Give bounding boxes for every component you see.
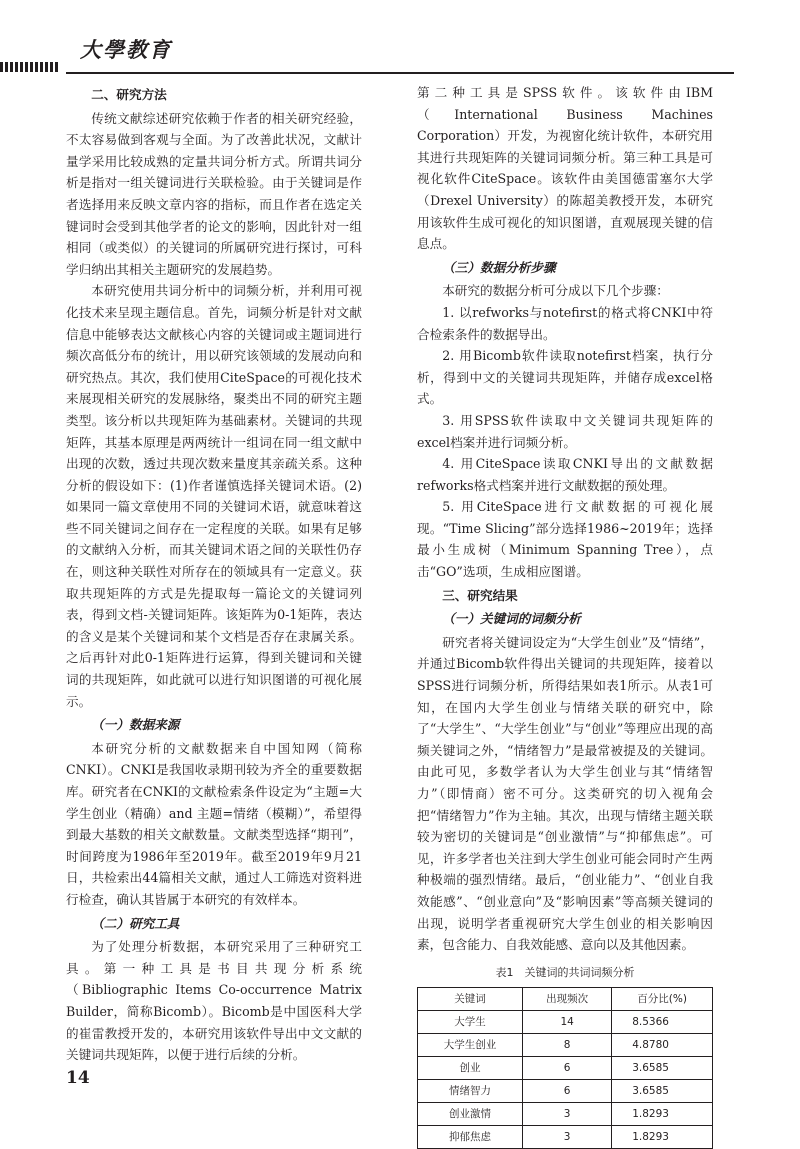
table-row — [418, 1011, 713, 1034]
table-caption: 表1 关键词的共词词频分析 — [495, 965, 635, 979]
table-cell: 大学生创业 — [418, 1034, 523, 1057]
body-paragraph: 第二种工具是SPSS软件。该软件由IBM（International Business Machines Corporation）开发，为视窗化统计软件，本研究用其进行共现矩阵的关键词词频分析。第三种工具是可视化软件CiteSpace。该软件由美国德雷塞尔大学（Drexel University）的陈超美教授开发，本研究用该软件生成可视化的知识图谱，直观展现关键的信息点。 — [417, 85, 713, 252]
section-heading: 二、研究方法 — [91, 87, 167, 102]
keyword-frequency-table — [417, 987, 713, 1149]
table-cell: 6 — [523, 1080, 612, 1103]
table-cell: 8 — [523, 1034, 612, 1057]
body-paragraph: 本研究分析的文献数据来自中国知网（简称CNKI）。CNKI是我国收录期刊较为齐全的重要数据库。研究者在CNKI的文献检索条件设定为“主题=大学生创业（精确）and 主题=情绪（模糊）”，希望得到最大基数的相关文献数量。文献类型选择“期刊”，时间跨度为1986年至2019年。截至2019年9月21日，共检索出44篇相关文献，通过人工筛选对资料进行检查，确认其皆属于本研究的有效样本。 — [66, 740, 362, 907]
table-row — [418, 1057, 713, 1080]
table-cell: 情绪智力 — [418, 1080, 523, 1103]
table-row — [418, 1103, 713, 1126]
table-row — [418, 1080, 713, 1103]
body-paragraph: 为了处理分析数据，本研究采用了三种研究工具。第一种工具是书目共现分析系统（Bibliographic Items Co-occurrence Matrix Builder，简称Bicomb）。Bicomb是中国医科大学的崔雷教授开发的，本研究用该软件导出中文文献的关键词共现矩阵，以便于进行后续的分析。 — [66, 939, 362, 1063]
body-paragraph: 本研究的数据分析可分成以下几个步骤： — [442, 283, 669, 299]
page-number: 14 — [66, 1068, 90, 1088]
table-cell: 1.8293 — [612, 1126, 713, 1149]
body-paragraph: 2. 用Bicomb软件读取notefirst档案，执行分析，得到中文的关键词共现矩阵，并储存成excel格式。 — [417, 348, 713, 407]
subsection-heading: （二）研究工具 — [91, 915, 180, 931]
table-row — [418, 1126, 713, 1149]
table-cell: 6 — [523, 1057, 612, 1080]
table-cell: 创业 — [418, 1057, 523, 1080]
body-paragraph: 传统文献综述研究依赖于作者的相关研究经验，不太容易做到客观与全面。为了改善此状况，文献计量学采用比较成熟的定量共词分析方式。所谓共词分析是指对一组关键词进行关联检验。由于关键词是作者选择用来反映文章内容的指标，而且作者在选定关键词时会受到其他学者的论文的影响，因此针对一组相同（或类似）的关键词的所属研究进行探讨，可科学归纳出其相关主题研究的发展趋势。 — [66, 110, 362, 277]
right-column — [417, 82, 713, 1149]
subsection-heading: （三）数据分析步骤 — [442, 259, 556, 275]
right-column-body — [417, 82, 713, 956]
table-cell: 大学生 — [418, 1011, 523, 1034]
table-cell: 3 — [523, 1103, 612, 1126]
left-column — [66, 82, 362, 1066]
header-rule — [66, 72, 734, 74]
body-paragraph: 本研究使用共词分析中的词频分析，并利用可视化技术来呈现主题信息。首先，词频分析是针对文献信息中能够表达文献核心内容的关键词或主题词进行频次高低分布的统计，用以研究该领域的发展动向和研究热点。其次，我们使用CiteSpace的可视化技术来展现相关研究的发展脉络，聚类出不同的研究主题类型。该分析以共现矩阵为基础素材。关键词的共现矩阵，其基本原理是两两统计一组词在同一组文献中出现的次数，透过共现次数来量度其亲疏关系。这种分析的假设如下：(1)作者谨慎选择关键词术语。(2)如果同一篇文章使用不同的关键词术语，就意味着这些不同关键词之间存在一定程度的关联。如果有足够的文献纳入分析，而其关键词术语之间的关联性仍存在，则这种关联性对所存在的领域具有一定意义。获取共现矩阵的方式是先提取每一篇论文的关键词列表，得到文档-关键词矩阵。该矩阵为0-1矩阵，表达的含义是某个关键词和某个文档是否存在隶属关系。之后再针对此0-1矩阵进行运算，得到关键词和关键词的共现矩阵，如此就可以进行知识图谱的可视化展示。 — [66, 283, 362, 709]
table-header-keyword: 关键词 — [418, 988, 523, 1011]
body-paragraph: 研究者将关键词设定为“大学生创业”及“情绪”，并通过Bicomb软件得出关键词的共现矩阵，接着以SPSS进行词频分析，所得结果如表1所示。从表1可知，在国内大学生创业与情绪关联的研究中，除了“大学生”、“大学生创业”与“创业”等理应出现的高频关键词之外，“情绪智力”是最常被提及的关键词。由此可见，多数学者认为大学生创业与其“情绪智力”（即情商）密不可分。这类研究的切入视角会把“情绪智力”作为主轴。其次，出现与情绪主题关联较为密切的关键词是“创业激情”与“抑郁焦虑”。可见，许多学者也关注到大学生创业可能会同时产生两种极端的强烈情绪。最后，“创业能力”、“创业自我效能感”、“创业意向”及“影响因素”等高频关键词的出现，说明学者重视研究大学生创业的相关影响因素，包含能力、自我效能感、意向以及其他因素。 — [417, 634, 713, 953]
table-row — [418, 1034, 713, 1057]
body-paragraph: 3. 用SPSS软件读取中文关键词共现矩阵的excel档案并进行词频分析。 — [417, 412, 713, 450]
body-paragraph: 4. 用CiteSpace读取CNKI导出的文献数据refworks格式档案并进行文献数据的预处理。 — [417, 456, 713, 493]
table-header-frequency: 出现频次 — [523, 988, 612, 1011]
body-paragraph: 1. 以refworks与notefirst的格式将CNKI中符合检索条件的数据导出。 — [417, 304, 713, 342]
table-cell: 4.8780 — [612, 1034, 713, 1057]
table-cell: 14 — [523, 1011, 612, 1034]
table-cell: 3.6585 — [612, 1080, 713, 1103]
subsection-heading: （一）数据来源 — [91, 717, 180, 733]
table-cell: 3.6585 — [612, 1057, 713, 1080]
table-cell: 8.5366 — [612, 1011, 713, 1034]
table-cell: 抑郁焦虑 — [418, 1126, 523, 1149]
table-header-percent: 百分比(%) — [612, 988, 713, 1011]
table-cell: 1.8293 — [612, 1103, 713, 1126]
subsection-heading: （一）关键词的词频分析 — [442, 611, 581, 627]
table-cell: 创业激情 — [418, 1103, 523, 1126]
section-heading: 三、研究结果 — [442, 587, 518, 603]
header-stripe-decoration — [0, 62, 60, 72]
table-header-row — [418, 988, 713, 1011]
body-paragraph: 5. 用CiteSpace进行文献数据的可视化展现。“Time Slicing”部分选择1986~2019年；选择最小生成树（Minimum Spanning Tree），点击“GO”选项，生成相应图谱。 — [417, 499, 713, 580]
table-cell: 3 — [523, 1126, 612, 1149]
journal-logo: 大學教育 — [80, 37, 172, 62]
